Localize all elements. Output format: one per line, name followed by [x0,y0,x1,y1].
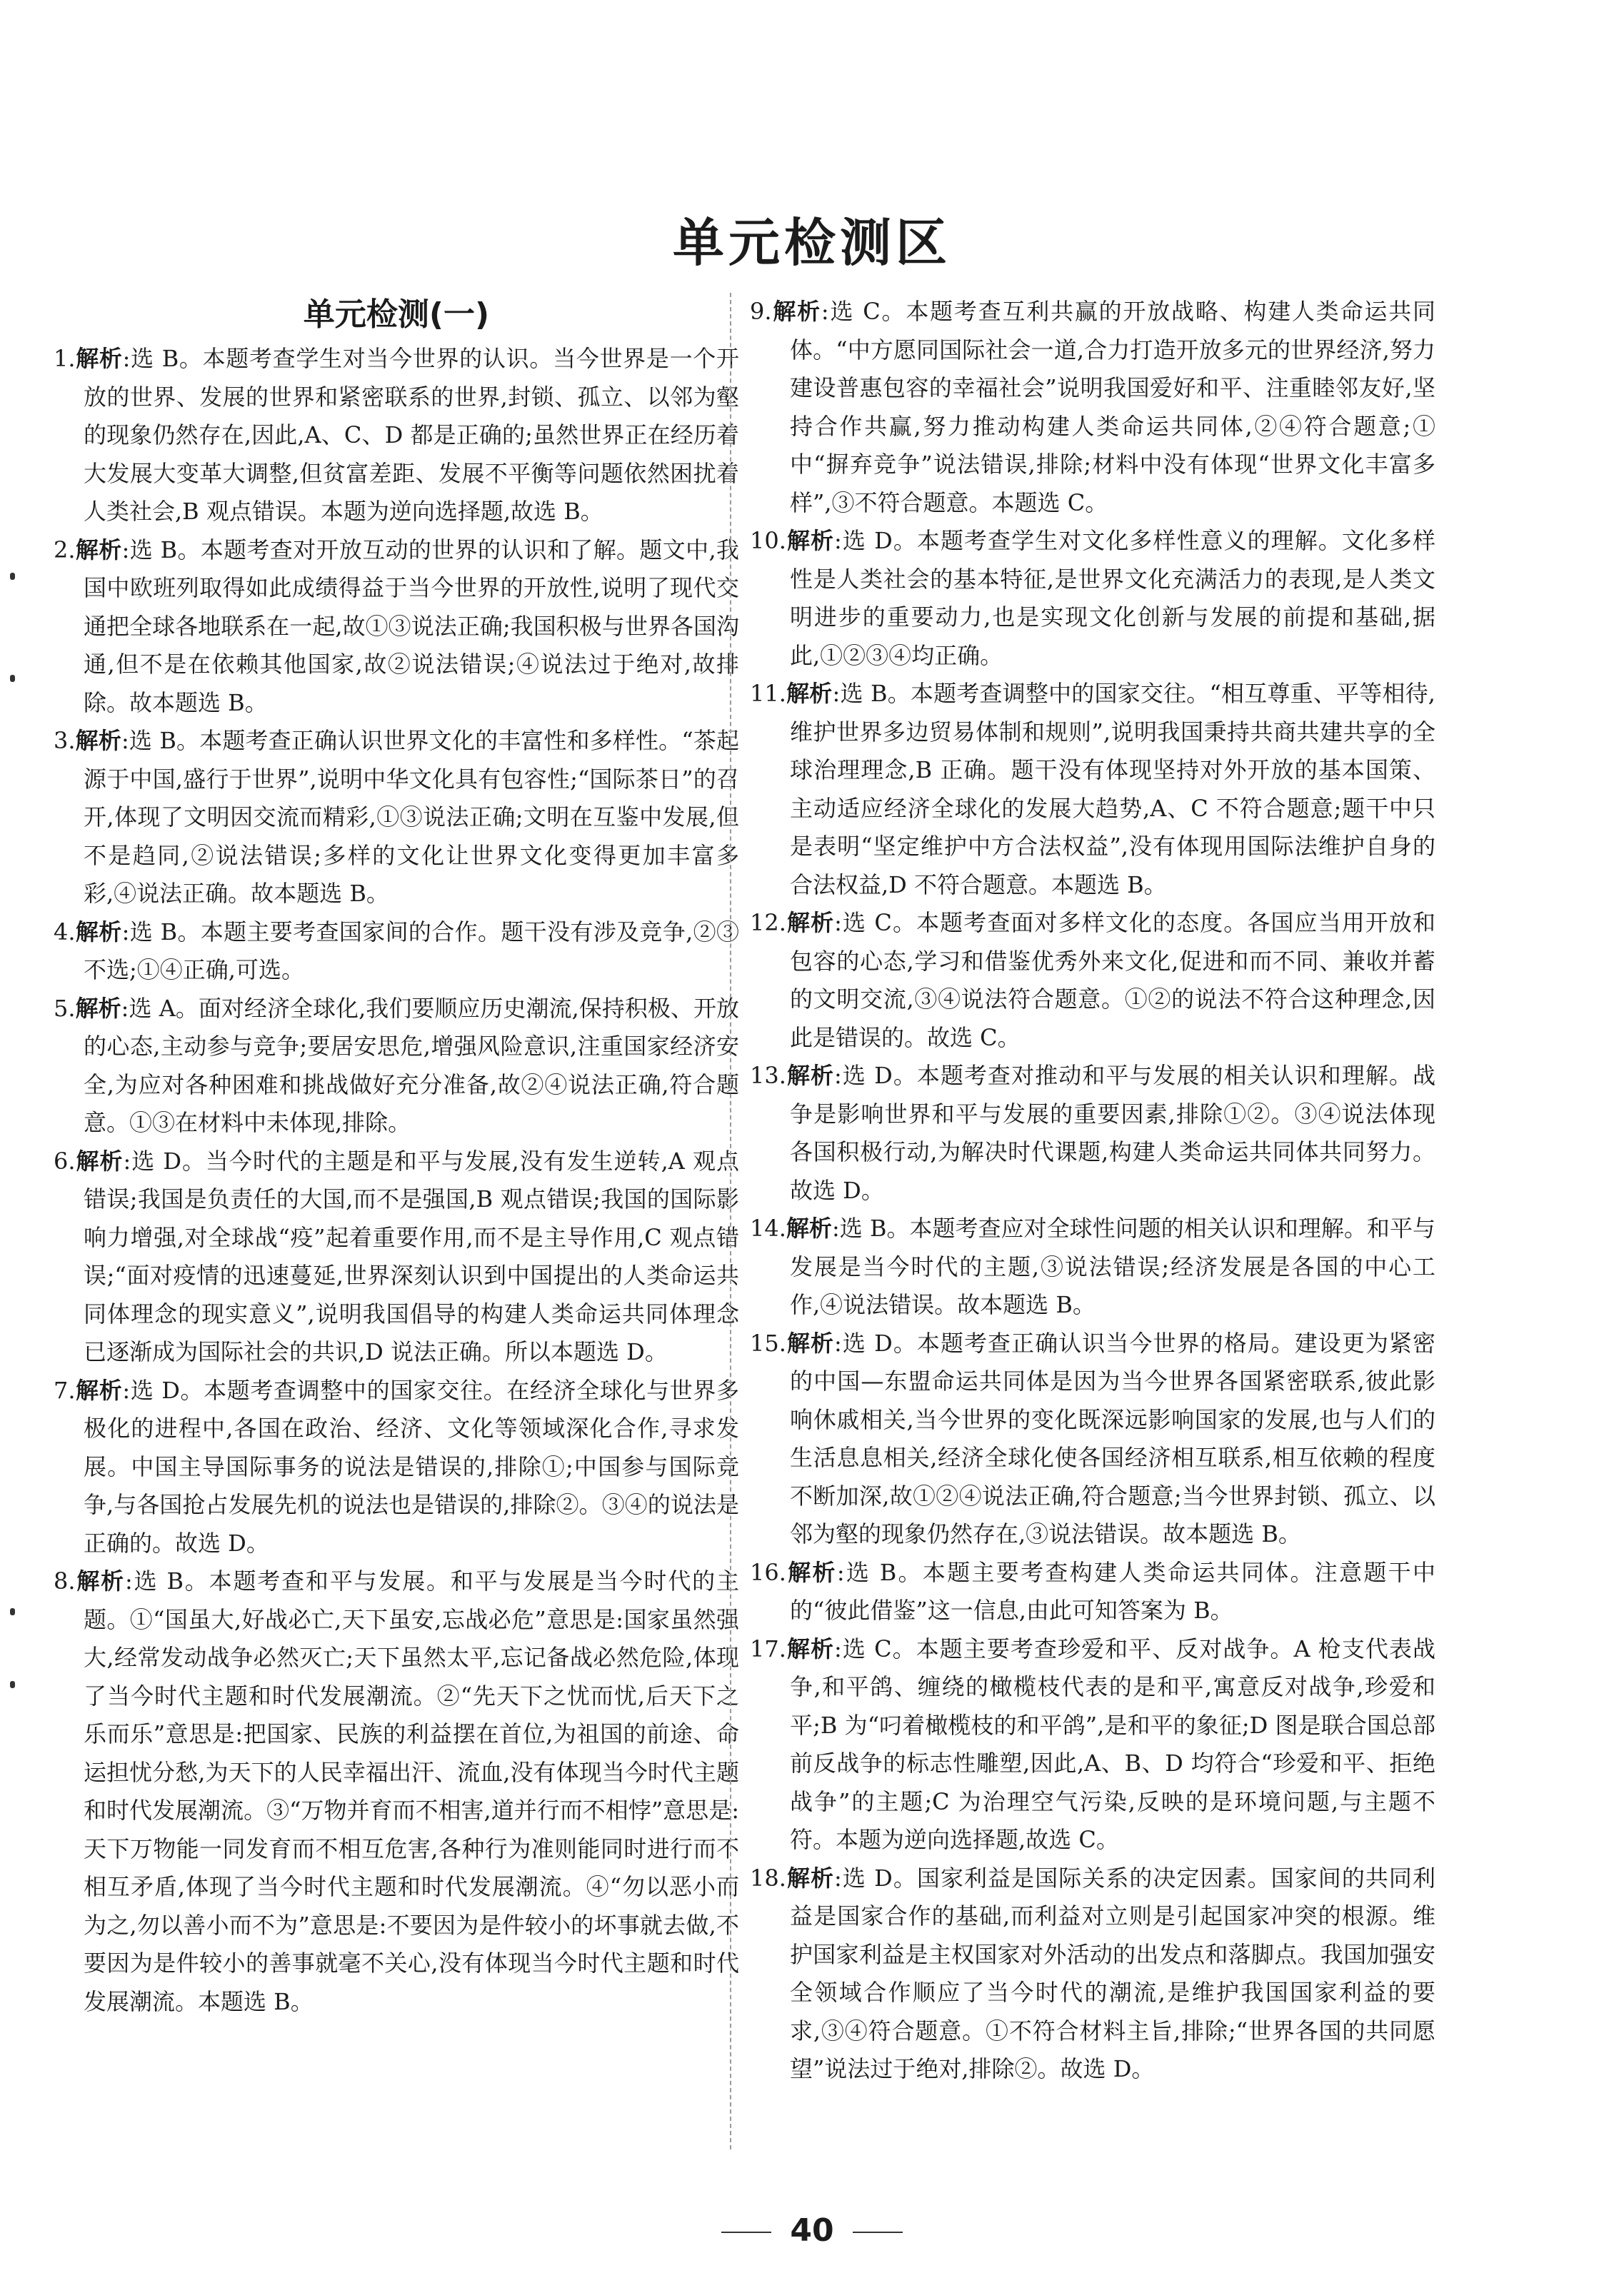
answer-text: :选 D。本题考查调整中的国家交往。在经济全球化与世界多极化的进程中,各国在政治、经济、文化等领域深化合作,寻求发展。中国主导国际事务的说法是错误的,排除①;中国参与国际竞争,与各国抢占发展先机的说法也是错误的,排除②。③④的说法是正确的。故选 D。 [84,1376,739,1557]
answer-item [54,913,739,990]
answer-item [54,1562,739,2021]
binding-hole-mark [10,1681,15,1688]
binding-hole-mark [10,1608,15,1615]
answer-item [750,293,1435,522]
answer-label: 解析 [786,909,835,936]
item-number: 14. [750,1215,786,1242]
answer-text: :选 D。本题考查正确认识当今世界的格局。建设更为紧密的中国—东盟命运共同体是因为当今世界各国紧密联系,彼此影响休戚相关,当今世界的变化既深远影响国家的发展,也与人们的生活息息相关,经济全球化使各国经济相互联系,相互依赖的程度不断加深,故①②④说法正确,符合题意;当今世界封锁、孤立、以邻为壑的现象仍然存在,③说法错误。故本题选 B。 [790,1329,1435,1547]
answer-item [54,722,739,913]
answer-item [750,1860,1435,2089]
answer-text: :选 D。国家利益是国际关系的决定因素。国家间的共同利益是国家合作的基础,而利益对立则是引起国家冲突的根源。维护国家利益是主权国家对外活动的出发点和落脚点。我国加强安全领域合作顺应了当今时代的潮流,是维护我国国家利益的要求,③④符合题意。①不符合材料主旨,排除;“世界各国的共同愿望”说法过于绝对,排除②。故选 D。 [790,1864,1435,2082]
answer-item [750,522,1435,675]
answer-text: :选 B。本题考查调整中的国家交往。“相互尊重、平等相待,维护世界多边贸易体制和规则”,说明我国秉持共商共建共享的全球治理理念,B 正确。题干没有体现坚持对外开放的基本国策、主动适应经济全球化的发展大趋势,A、C 不符合题意;题干中只是表明“坚定维护中方合法权益”,没有体现用国际法维护自身的合法权益,D 不符合题意。本题选 B。 [790,680,1435,898]
item-number: 2. [54,536,76,563]
answer-label: 解析 [786,1062,835,1089]
item-number: 17. [750,1635,786,1662]
item-number: 6. [54,1147,76,1175]
answer-label: 解析 [75,1147,124,1175]
column-divider [730,293,731,2149]
answer-text: :选 C。本题主要考查珍爱和平、反对战争。A 枪支代表战争,和平鸽、缠绕的橄榄枝代表的是和平,寓意反对战争,珍爱和平;B 为“叼着橄榄枝的和平鸽”,是和平的象征;D 图是联合国总部前反战争的标志性雕塑,因此,A、B、D 均符合“珍爱和平、拒绝战争”的主题;C 为治理空气污染,反映的是环境问题,与主题不符。本题为逆向选择题,故选 C。 [790,1635,1435,1853]
item-number: 16. [750,1558,786,1586]
answer-label: 解析 [75,1376,123,1404]
answer-text: :选 B。本题考查正确认识世界文化的丰富性和多样性。“茶起源于中国,盛行于世界”,说明中华文化具有包容性;“国际茶日”的召开,体现了文明因交流而精彩,①③说法正确;文明在互鉴中发展,但不是趋同,②说法错误;多样的文化让世界文化变得更加丰富多彩,④说法正确。故本题选 B。 [84,727,739,907]
item-number: 8. [54,1567,76,1595]
answer-text: :选 A。面对经济全球化,我们要顺应历史潮流,保持积极、开放的心态,主动参与竞争;要居安思危,增强风险意识,注重国家经济安全,为应对各种困难和挑战做好充分准备,故②④说法正确,符合题意。①③在材料中未体现,排除。 [84,994,739,1136]
right-column [750,293,1435,2089]
left-column [54,293,739,2021]
page-title: 单元检测区 [672,213,951,273]
answer-text: :选 C。本题考查面对多样文化的态度。各国应当用开放和包容的心态,学习和借鉴优秀外来文化,促进和而不同、兼收并蓄的文明交流,③④说法符合题意。①②的说法不符合这种理念,因此是错误的。故选 C。 [790,909,1435,1051]
answer-label: 解析 [75,536,122,563]
item-number: 15. [750,1329,786,1357]
item-number: 10. [750,527,786,554]
answer-text: :选 B。本题考查学生对当今世界的认识。当今世界是一个开放的世界、发展的世界和紧密联系的世界,封锁、孤立、以邻为壑的现象仍然存在,因此,A、C、D 都是正确的;虽然世界正在经历着大发展大变革大调整,但贫富差距、发展不平衡等问题依然困扰着人类社会,B 观点错误。本题为逆向选择题,故选 B。 [84,345,739,525]
answer-text: :选 D。当今时代的主题是和平与发展,没有发生逆转,A 观点错误;我国是负责任的大国,而不是强国,B 观点错误;我国的国际影响力增强,对全球战“疫”起着重要作用,而不是主导作用,C 观点错误;“面对疫情的迅速蔓延,世界深刻认识到中国提出的人类命运共同体理念的现实意义”,说明我国倡导的构建人类命运共同体理念已逐渐成为国际社会的共识,D 说法正确。所以本题选 D。 [84,1147,739,1365]
page-number-dash-right [853,2232,903,2233]
binding-hole-mark [10,573,15,580]
answer-label: 解析 [75,918,122,945]
answer-label: 解析 [786,1558,837,1586]
answer-label: 解析 [786,1329,835,1357]
item-number: 3. [54,727,76,754]
answer-text: :选 B。本题主要考查国家间的合作。题干没有涉及竞争,②③不选;①④正确,可选。 [84,918,739,983]
answer-item [750,1325,1435,1554]
item-number: 4. [54,918,76,945]
answer-item [750,1554,1435,1630]
item-number: 1. [54,345,76,372]
item-number: 12. [750,909,786,936]
section-title: 单元检测(一) [303,296,490,333]
item-number: 5. [54,994,76,1022]
answer-text: :选 B。本题主要考查构建人类命运共同体。注意题干中的“彼此借鉴”这一信息,由此可知答案为 B。 [790,1558,1435,1624]
answer-label: 解析 [786,1864,835,1892]
answer-label: 解析 [786,680,833,707]
answer-text: :选 B。本题考查应对全球性问题的相关认识和理解。和平与发展是当今时代的主题,③说法错误;经济发展是各国的中心工作,④说法错误。故本题选 B。 [790,1215,1435,1318]
item-number: 9. [750,298,772,325]
answer-item [54,340,739,531]
item-number: 13. [750,1062,786,1089]
answer-text: :选 D。本题考查学生对文化多样性意义的理解。文化多样性是人类社会的基本特征,是世界文化充满活力的表现,是人类文明进步的重要动力,也是实现文化创新与发展的前提和基础,据此,①②③④均正确。 [790,527,1435,669]
answer-item [750,675,1435,904]
answer-label: 解析 [786,527,835,554]
answer-item [750,904,1435,1057]
item-number: 11. [750,680,786,707]
answer-text: :选 B。本题考查对开放互动的世界的认识和了解。题文中,我国中欧班列取得如此成绩得益于当今世界的开放性,说明了现代交通把全球各地联系在一起,故①③说法正确;我国积极与世界各国沟通,但不是在依赖其他国家,故②说法错误;④说法过于绝对,故排除。故本题选 B。 [84,536,739,716]
answer-text: :选 B。本题考查和平与发展。和平与发展是当今时代的主题。①“国虽大,好战必亡,天下虽安,忘战必危”意思是:国家虽然强大,经常发动战争必然灭亡;天下虽然太平,忘记备战必然危险,体现了当今时代主题和时代发展潮流。②“先天下之忧而忧,后天下之乐而乐”意思是:把国家、民族的利益摆在首位,为祖国的前途、命运担忧分愁,为天下的人民幸福出汗、流血,没有体现当今时代主题和时代发展潮流。③“万物并育而不相害,道并行而不相悖”意思是:天下万物能一同发育而不相互危害,各种行为准则能同时进行而不相互矛盾,体现了当今时代主题和时代发展潮流。④“勿以恶小而为之,勿以善小而不为”意思是:不要因为是件较小的坏事就去做,不要因为是件较小的善事就毫不关心,没有体现当今时代主题和时代发展潮流。本题选 B。 [84,1567,739,2015]
page-number-value: 40 [790,2212,834,2249]
answer-label: 解析 [786,1215,832,1242]
answer-item [54,531,739,723]
answer-label: 解析 [75,345,123,372]
answer-label: 解析 [771,298,821,325]
answer-item [54,1372,739,1563]
answer-text: :选 C。本题考查互利共赢的开放战略、构建人类命运共同体。“中方愿同国际社会一道,合力打造开放多元的世界经济,努力建设普惠包容的幸福社会”说明我国爱好和平、注重睦邻友好,坚持合作共赢,努力推动构建人类命运共同体,②④符合题意;①中“摒弃竞争”说法错误,排除;材料中没有体现“世界文化丰富多样”,③不符合题意。本题选 C。 [790,298,1435,516]
answer-item [54,1143,739,1372]
page-number-dash-left [721,2232,771,2233]
answer-item [750,1210,1435,1325]
answer-label: 解析 [75,727,121,754]
item-number: 7. [54,1376,76,1404]
answer-item [54,990,739,1143]
answer-item [750,1630,1435,1860]
answer-text: :选 D。本题考查对推动和平与发展的相关认识和理解。战争是影响世界和平与发展的重要因素,排除①②。③④说法体现各国积极行动,为解决时代课题,构建人类命运共同体共同努力。故选 D。 [790,1062,1435,1204]
answer-label: 解析 [75,1567,126,1595]
item-number: 18. [750,1864,786,1892]
answer-item [750,1057,1435,1210]
answer-label: 解析 [786,1635,835,1662]
page-number [0,2212,1624,2249]
answer-label: 解析 [75,994,121,1022]
binding-hole-mark [10,675,15,682]
